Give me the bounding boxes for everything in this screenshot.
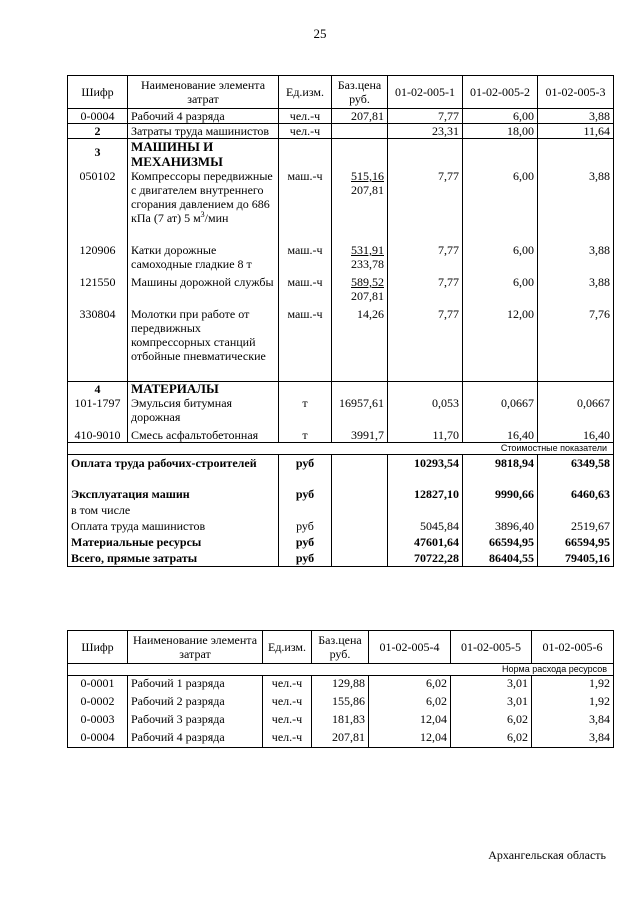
header-code: Шифр [68,76,128,109]
table-row [68,428,614,443]
total-value: 86404,55 [463,550,538,567]
row-code: 410-9010 [68,428,128,443]
row-name: Машины дорожной службы [128,275,279,307]
row-value: 3,88 [538,109,614,124]
row-value: 6,00 [463,275,538,307]
table-row [68,396,614,428]
total-value: 79405,16 [538,550,614,567]
header-price: Баз.цена руб. [312,631,369,664]
total-value: 12827,10 [388,486,463,502]
total-unit: руб [279,518,332,534]
table-row [68,676,614,694]
row-value: 18,00 [463,124,538,139]
row-value: 6,02 [451,712,532,730]
row-price-labor: 207,81 [351,183,384,197]
header-col3: 01-02-005-6 [532,631,614,664]
row-name: Эмульсия битумная дорожная [128,396,279,428]
row-code: 050102 [68,169,128,243]
total-unit: руб [279,454,332,486]
row-value: 6,00 [463,109,538,124]
row-code: 330804 [68,307,128,381]
row-name: Катки дорожные самоходные гладкие 8 т [128,243,279,275]
total-row [68,454,614,486]
row-unit: т [279,428,332,443]
row-value: 6,00 [463,169,538,243]
row-value: 6,02 [369,676,451,694]
table-row [68,275,614,307]
row-code: 0-0003 [68,712,128,730]
row-value: 1,92 [532,676,614,694]
row-code: 120906 [68,243,128,275]
row-value: 7,77 [388,109,463,124]
row-price: 14,26 [332,307,388,381]
table-header-row [68,631,614,664]
total-name: Эксплуатация машин [68,486,279,502]
row-value: 7,76 [538,307,614,381]
total-value: 9990,66 [463,486,538,502]
row-unit: чел.-ч [279,124,332,139]
total-unit: руб [279,550,332,567]
table-row [68,712,614,730]
row-value: 3,01 [451,676,532,694]
row-price-labor: 233,78 [351,257,384,271]
row-name: Рабочий 2 разряда [128,694,263,712]
row-price: 207,81 [312,730,369,748]
row-value: 3,88 [538,275,614,307]
total-value: 47601,64 [388,534,463,550]
total-value: 3896,40 [463,518,538,534]
total-row [68,502,614,518]
header-col1: 01-02-005-1 [388,76,463,109]
row-name: Рабочий 4 разряда [128,109,279,124]
total-name: Оплата труда машинистов [68,518,279,534]
norm-note-row [68,664,614,676]
header-col1: 01-02-005-4 [369,631,451,664]
row-unit: т [279,396,332,428]
row-value: 12,04 [369,712,451,730]
row-code: 101-1797 [68,396,128,428]
row-value: 3,88 [538,169,614,243]
total-value: 66594,95 [538,534,614,550]
row-value: 16,40 [538,428,614,443]
header-col3: 01-02-005-3 [538,76,614,109]
row-price-total: 515,16 [351,169,384,183]
row-price: 16957,61 [332,396,388,428]
row-value: 1,92 [532,694,614,712]
row-price: 3991,7 [332,428,388,443]
table-row [68,307,614,381]
row-code: 0-0002 [68,694,128,712]
cost-note: Стоимостные показатели [68,442,614,454]
row-name: Рабочий 3 разряда [128,712,263,730]
row-value: 11,70 [388,428,463,443]
header-name: Наименование элемента затрат [128,76,279,109]
region-footer: Архангельская область [488,848,606,862]
header-col2: 01-02-005-5 [451,631,532,664]
row-value: 7,77 [388,307,463,381]
row-value: 23,31 [388,124,463,139]
page-number: 25 [313,26,327,41]
row-price: 155,86 [312,694,369,712]
total-value: 6460,63 [538,486,614,502]
cost-note-row [68,442,614,454]
row-value: 3,88 [538,243,614,275]
total-value: 70722,28 [388,550,463,567]
norm-note: Норма расхода ресурсов [68,664,614,676]
row-value: 3,84 [532,712,614,730]
row-price-total: 531,91 [351,243,384,257]
row-value: 7,77 [388,243,463,275]
row-name: Смесь асфальтобетонная [128,428,279,443]
total-name: Материальные ресурсы [68,534,279,550]
row-name: Рабочий 1 разряда [128,676,263,694]
row-price-labor: 207,81 [351,289,384,303]
total-name: Оплата труда рабочих-строителей [68,454,279,486]
header-price: Баз.цена руб. [332,76,388,109]
row-price: 207,81 [332,109,388,124]
total-value: 6349,58 [538,454,614,486]
table-header-row [68,76,614,109]
row-unit: маш.-ч [279,243,332,275]
table-row [68,694,614,712]
total-value: 5045,84 [388,518,463,534]
table-row [68,124,614,139]
section-code: 4 [68,381,128,396]
resource-table-1 [67,75,614,567]
section-title: МАТЕРИАЛЫ [128,381,279,396]
row-unit: чел.-ч [279,109,332,124]
row-price: 129,88 [312,676,369,694]
row-price-total: 589,52 [351,275,384,289]
total-unit: руб [279,486,332,502]
row-value: 6,02 [451,730,532,748]
row-code: 0-0004 [68,730,128,748]
header-unit: Ед.изм. [279,76,332,109]
total-value: 66594,95 [463,534,538,550]
total-value: 2519,67 [538,518,614,534]
row-unit: маш.-ч [279,169,332,243]
row-value: 3,84 [532,730,614,748]
total-value: 10293,54 [388,454,463,486]
row-value: 6,00 [463,243,538,275]
header-unit: Ед.изм. [263,631,312,664]
row-value: 11,64 [538,124,614,139]
row-value: 16,40 [463,428,538,443]
row-unit: чел.-ч [263,694,312,712]
total-row [68,518,614,534]
row-value: 12,04 [369,730,451,748]
header-code: Шифр [68,631,128,664]
row-code: 2 [68,124,128,139]
row-value: 6,02 [369,694,451,712]
resource-table-2 [67,630,614,748]
table-row [68,243,614,275]
total-row [68,534,614,550]
row-name: Рабочий 4 разряда [128,730,263,748]
section-row [68,381,614,396]
total-value: 9818,94 [463,454,538,486]
row-value: 0,053 [388,396,463,428]
row-name: Молотки при работе от передвижных компрессорных станций отбойные пневматические [128,307,279,381]
row-code: 0-0004 [68,109,128,124]
row-unit: чел.-ч [263,730,312,748]
row-value: 7,77 [388,169,463,243]
row-value: 3,01 [451,694,532,712]
row-value: 0,0667 [463,396,538,428]
table-row [68,109,614,124]
total-row [68,550,614,567]
row-code: 121550 [68,275,128,307]
total-row [68,486,614,502]
header-col2: 01-02-005-2 [463,76,538,109]
row-unit: маш.-ч [279,307,332,381]
total-unit: руб [279,534,332,550]
row-value: 7,77 [388,275,463,307]
row-unit: маш.-ч [279,275,332,307]
row-unit: чел.-ч [263,712,312,730]
section-title: МАШИНЫ И МЕХАНИЗМЫ [128,139,279,170]
row-unit: чел.-ч [263,676,312,694]
total-name: в том числе [68,502,279,518]
row-name: Затраты труда машинистов [128,124,279,139]
section-row [68,139,614,170]
row-price: 181,83 [312,712,369,730]
section-code: 3 [68,139,128,170]
row-code: 0-0001 [68,676,128,694]
header-name: Наименование элемента затрат [128,631,263,664]
row-name: Компрессоры передвижные с двигателем внутреннего сгорания давлением до 686 кПа (7 ат) 5 $м^3$/мин [128,169,279,243]
table-row [68,730,614,748]
total-name: Всего, прямые затраты [68,550,279,567]
row-value: 0,0667 [538,396,614,428]
table-row [68,169,614,243]
row-value: 12,00 [463,307,538,381]
